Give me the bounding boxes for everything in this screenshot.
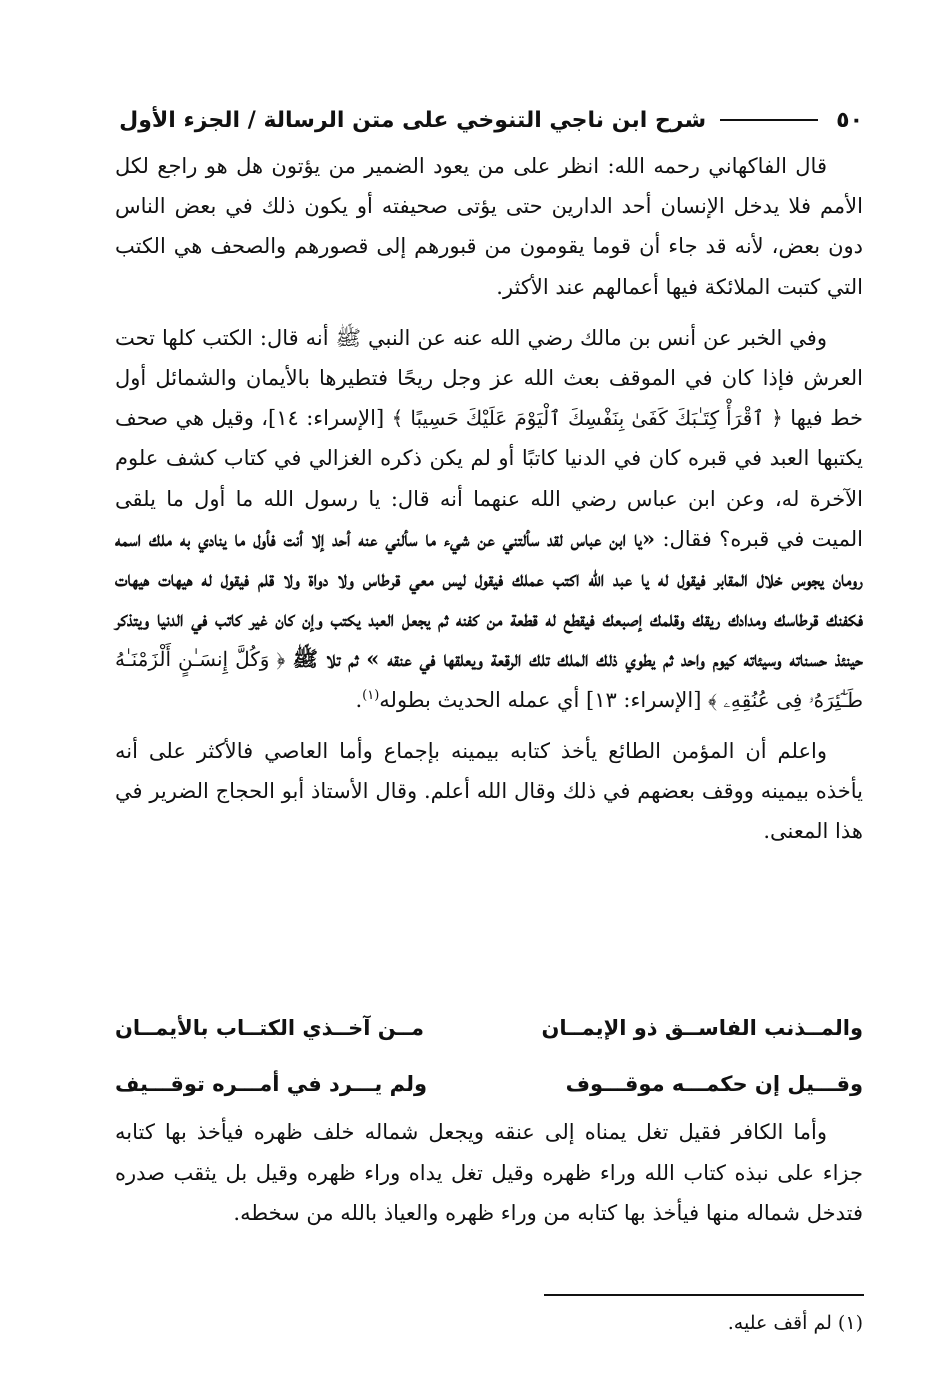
footnote-rule [544, 1294, 864, 1296]
poem-verse-2 [115, 1056, 863, 1112]
paragraph-3: واعلم أن المؤمن الطائع يأخذ كتابه بيمينه بإجماع وأما العاصي فالأكثر على أنه يأخذه بيمينه ووقف بعضهم في ذلك وقال الله أعلم. وقال الأستاذ أبو الحجاج الضرير في هذا المعنى. [115, 738, 863, 844]
paragraph-1: قال الفاكهاني رحمه الله: انظر على من يعود الضمير من يؤتون هل هو راجع لكل الأمم فلا يدخل الإنسان أحد الدارين حتى يؤتى صحيفته أو يكون ذلك في بعض الناس دون بعض، لأنه قد جاء أن قوما يقومون من قبورهم إلى قصورهم والصحف هي الكتب التي كتبت الملائكة فيها أعمالهم عند الأكثر. [115, 154, 863, 299]
header-title: شرح ابن ناجي التنوخي على متن الرسالة / الجزء الأول [119, 107, 707, 133]
verse-2-second-hemistich: ولم يـــرد في أمـــره توقـــيف [115, 1072, 428, 1096]
paragraph-2-middle: [الإسراء: ١٤]، وقيل هي صحف يكتبها العبد في قبره كان في الدنيا كاتبًا أو لم يكن ذكره الغزالي في كتاب كشف علوم الآخرة له، وعن ابن عباس رضي الله عنهما أنه قال: يا رسول الله ما أول ما يلقى الميت في قبره؟ فقال: [115, 406, 863, 551]
quran-quote-2: ﴿ وَكُلَّ إِنسَـٰنٍ أَلْزَمْنَـٰهُ طَـٰٓئِرَهُۥ فِى عُنُقِهِۦ ﴾ [115, 647, 863, 712]
paragraph-4: وأما الكافر فقيل تغل يمناه إلى عنقه ويجعل شماله خلف ظهره فيأخذ بها كتابه جزاء على نبذه كتاب الله وراء ظهره وقيل تغل يداه وراء ظهره وقيل بل يثقب صدره فتدخل شماله منها فيأخذ بها كتابه من وراء ظهره والعياذ بالله من سخطه. [115, 1120, 863, 1225]
paragraph-2 [115, 318, 863, 720]
quran-quote-1: ﴿ ٱقْرَأْ كِتَـٰبَكَ كَفَىٰ بِنَفْسِكَ ٱلْيَوْمَ عَلَيْكَ حَسِيبًا ﴾ [391, 406, 783, 431]
verse-2-first-hemistich: وقـــيل إن حكمـــه موقـــوف [565, 1072, 863, 1096]
header-rule [720, 119, 818, 121]
poem [115, 1000, 863, 1112]
page-number: ٥٠ [836, 107, 863, 133]
paragraph-2-citation: [الإسراء: ١٣] أي عمله الحديث بطوله [379, 687, 702, 712]
main-text [115, 146, 863, 862]
hadith-text: «يا ابن عباس لقد سألتني عن شيء ما سألني عنه أحد إلا أنت فأول ما ينادي به ملك اسمه رومان يجوس خلال المقابر فيقول له يا عبد الله اكتب عملك فيقول ليس معي قرطاس ولا دواة ولا قلم فيقول له هيهات هيهات فكفنك قرطاسك ومدادك ريقك وقلمك إصبعك فيقطع له قطعة من كفنه ثم يجعل العبد يكتب وإن كان غير كاتب في الدنيا ويتذكر حينئذ حسناته وسيئاته كيوم واحد ثم يطوي ذلك الملك تلك الرقعة ويعلقها في عنقه » ثم تلا ﷺ [115, 525, 863, 672]
verse-1-first-hemistich: والمــذنب الفاســق ذو الإيمــان [541, 1016, 863, 1040]
footnote-ref: (١) [362, 687, 380, 703]
main-text-continued [115, 1112, 863, 1234]
poem-verse-1 [115, 1000, 863, 1056]
paragraph-2-end: . [355, 687, 363, 712]
running-header [115, 100, 863, 140]
footnote: (١) لم أقف عليه. [727, 1312, 863, 1334]
paragraph-2-intro: وفي الخبر عن أنس بن مالك رضي الله عنه عن النبي ﷺ أنه قال: الكتب كلها تحت العرش فإذا كان في الموقف بعث الله عز وجل ريحًا فتطيرها بالأيمان والشمائل أول خط فيها [115, 325, 863, 431]
verse-1-second-hemistich: مــن آخــذي الكتــاب بالأيمــان [115, 1016, 425, 1040]
